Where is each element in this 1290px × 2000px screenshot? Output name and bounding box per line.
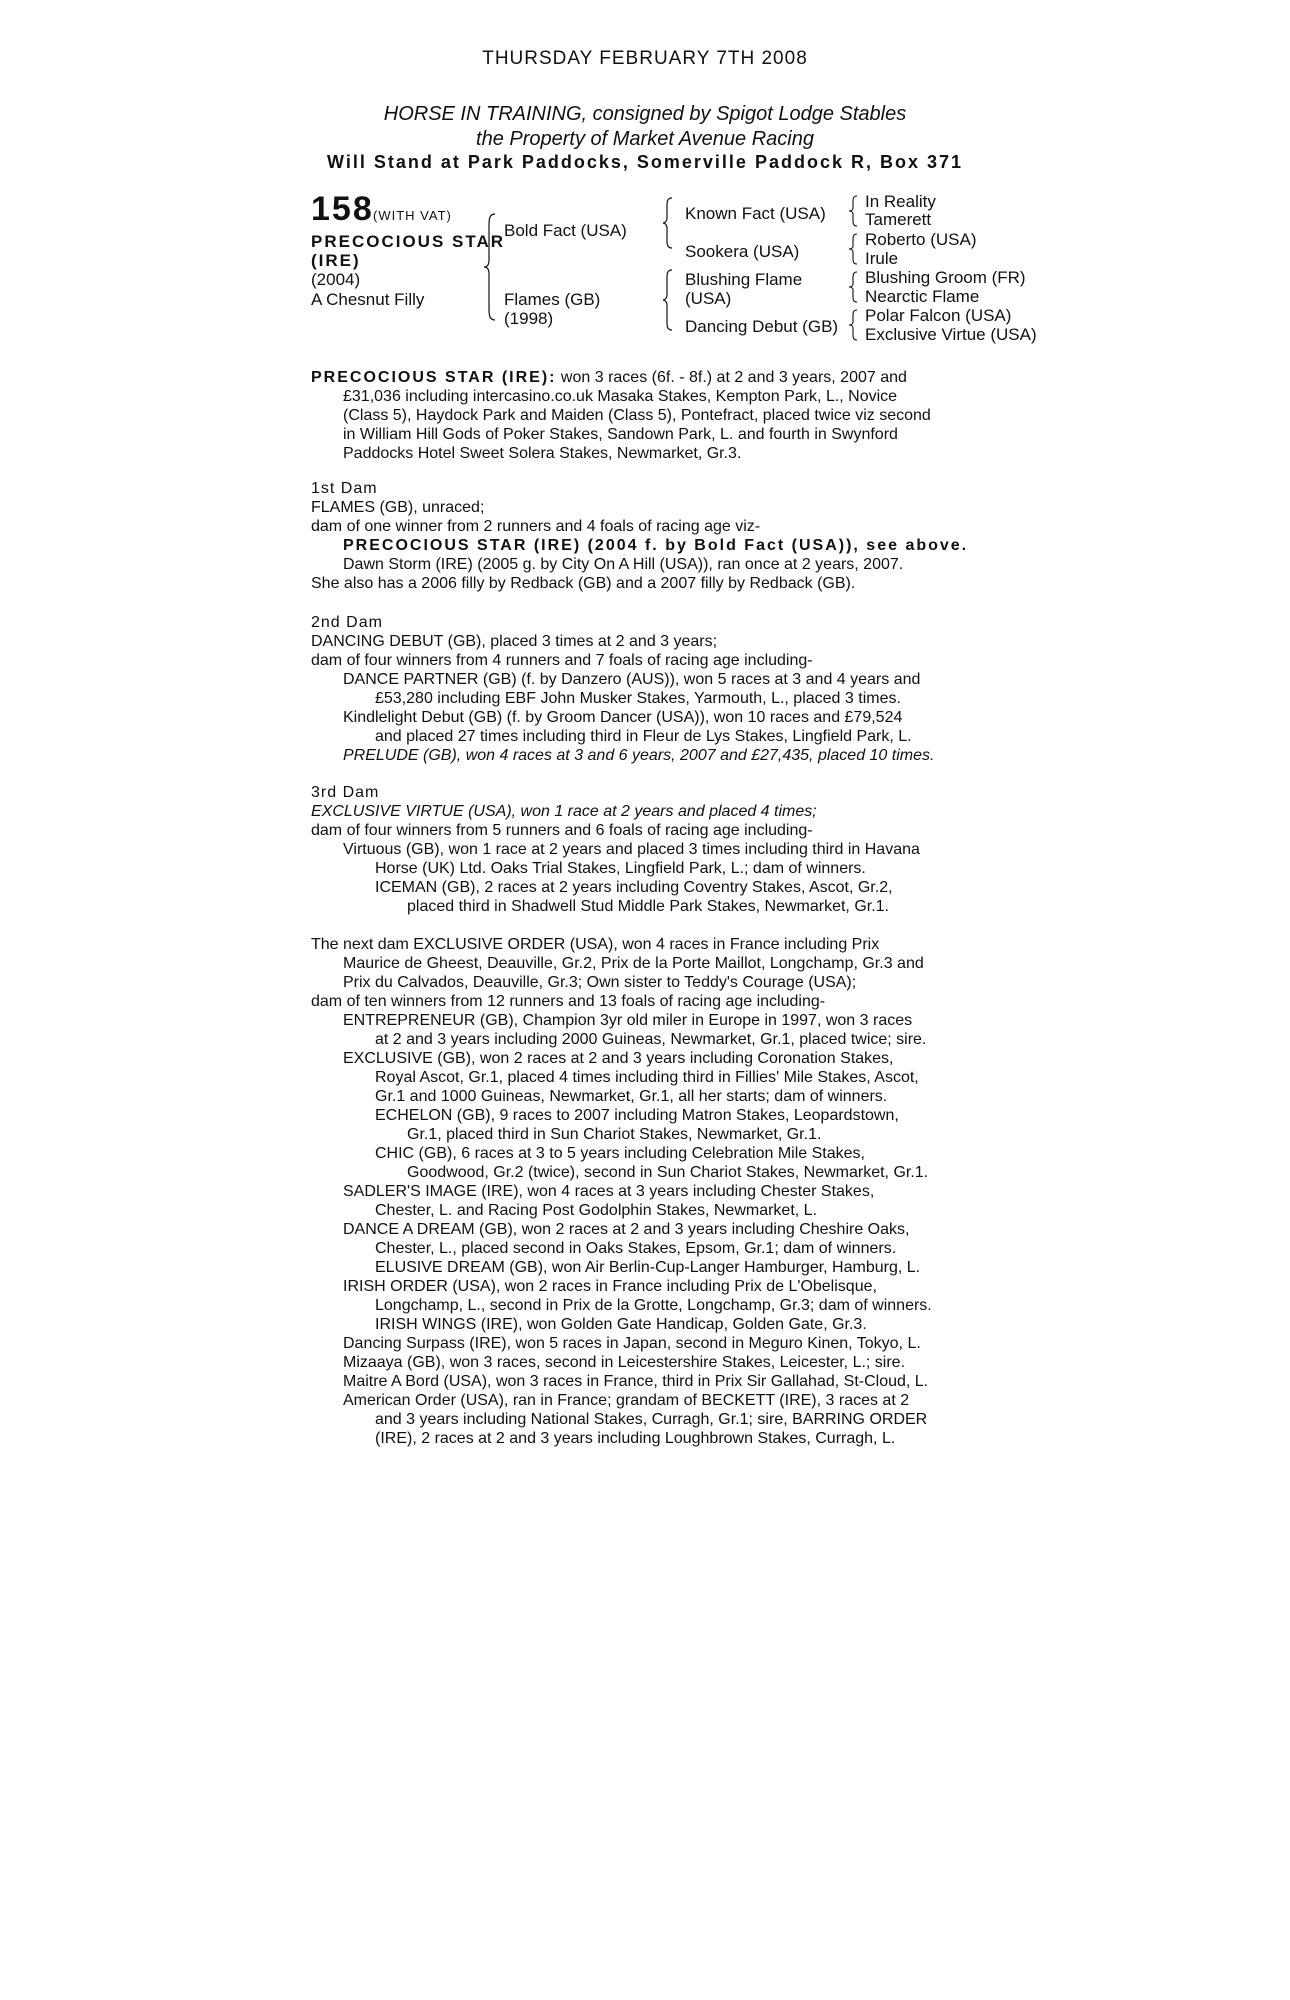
sire-dam: Sookera (USA) — [685, 242, 800, 261]
progeny-line: Gr.1 and 1000 Guineas, Newmarket, Gr.1, all her starts; dam of winners. — [375, 1088, 888, 1105]
progeny-line: DANCE A DREAM (GB), won 2 races at 2 and 3 years including Cheshire Oaks, — [343, 1221, 910, 1238]
sire-sire: Known Fact (USA) — [685, 204, 826, 223]
dam-line: dam of ten winners from 12 runners and 13 foals of racing age including- — [311, 993, 826, 1010]
brace-g4 — [848, 308, 858, 342]
race-record-line: Paddocks Hotel Sweet Solera Stakes, Newmarket, Gr.3. — [343, 445, 742, 462]
progeny-line: Dancing Surpass (IRE), won 5 races in Japan, second in Meguro Kinen, Tokyo, L. — [343, 1335, 921, 1352]
progeny-line: IRISH WINGS (IRE), won Golden Gate Handicap, Golden Gate, Gr.3. — [375, 1316, 867, 1333]
horse-description: A Chesnut Filly — [311, 290, 425, 309]
progeny-line: Dawn Storm (IRE) (2005 g. by City On A Hill (USA)), ran once at 2 years, 2007. — [343, 556, 904, 573]
property-line: the Property of Market Avenue Racing — [476, 128, 814, 150]
third-dam-section — [311, 783, 1001, 916]
sire: Bold Fact (USA) — [504, 221, 627, 240]
section-heading: 2nd Dam — [311, 614, 383, 631]
progeny-line: IRISH ORDER (USA), won 2 races in France including Prix de L'Obelisque, — [343, 1278, 877, 1295]
progeny-line: Mizaaya (GB), won 3 races, second in Leicestershire Stakes, Leicester, L.; sire. — [343, 1354, 906, 1371]
progeny-line: American Order (USA), ran in France; grandam of BECKETT (IRE), 3 races at 2 — [343, 1392, 910, 1409]
section-heading: 1st Dam — [311, 480, 378, 497]
progeny-line: Kindlelight Debut (GB) (f. by Groom Dancer (USA)), won 10 races and £79,524 — [343, 709, 903, 726]
pedigree-table — [311, 190, 1071, 360]
brace-dam — [662, 268, 674, 332]
section-heading: 3rd Dam — [311, 784, 380, 801]
race-record-line: won 3 races (6f. - 8f.) at 2 and 3 years, 2007 and — [556, 369, 907, 386]
dam-year: (1998) — [504, 309, 554, 328]
next-dam-section — [311, 935, 1001, 1448]
progeny-line: ICEMAN (GB), 2 races at 2 years including Coventry Stakes, Ascot, Gr.2, — [375, 879, 893, 896]
progeny-line: Virtuous (GB), won 1 race at 2 years and placed 3 times including third in Havana — [343, 841, 920, 858]
progeny-line: ENTREPRENEUR (GB), Champion 3yr old miler in Europe in 1997, won 3 races — [343, 1012, 913, 1029]
dam-dam: Dancing Debut (GB) — [685, 317, 839, 336]
grandsire-6: Nearctic Flame — [865, 287, 980, 306]
progeny-line: Royal Ascot, Gr.1, placed 4 times including third in Fillies' Mile Stakes, Ascot, — [375, 1069, 919, 1086]
dam-line: She also has a 2006 filly by Redback (GB) and a 2007 filly by Redback (GB). — [311, 575, 856, 592]
lot-number: 158 — [311, 190, 374, 228]
race-record — [311, 368, 1001, 463]
grandsire-8: Exclusive Virtue (USA) — [865, 325, 1037, 344]
horse-name: PRECOCIOUS STAR — [311, 232, 506, 251]
dam: Flames (GB) — [504, 290, 601, 309]
brace-main — [483, 212, 497, 322]
progeny-line: Gr.1, placed third in Sun Chariot Stakes, Newmarket, Gr.1. — [407, 1126, 822, 1143]
progeny-line: SADLER'S IMAGE (IRE), won 4 races at 3 years including Chester Stakes, — [343, 1183, 875, 1200]
dam-line: dam of one winner from 2 runners and 4 foals of racing age viz- — [311, 518, 761, 535]
foaling-year: (2004) — [311, 270, 361, 289]
progeny-line: placed third in Shadwell Stud Middle Park Stakes, Newmarket, Gr.1. — [407, 898, 889, 915]
dam-line: Prix du Calvados, Deauville, Gr.3; Own sister to Teddy's Courage (USA); — [343, 974, 857, 991]
grandsire-2: Tamerett — [865, 210, 932, 229]
progeny-line: Longchamp, L., second in Prix de la Grotte, Longchamp, Gr.3; dam of winners. — [375, 1297, 932, 1314]
progeny-line: PRECOCIOUS STAR (IRE) (2004 f. by Bold Fact (USA)), see above. — [343, 537, 969, 554]
first-dam-section — [311, 479, 1001, 593]
progeny-line: (IRE), 2 races at 2 and 3 years including Loughbrown Stakes, Curragh, L. — [375, 1430, 896, 1447]
progeny-line: EXCLUSIVE (GB), won 2 races at 2 and 3 years including Coronation Stakes, — [343, 1050, 894, 1067]
sale-date: THURSDAY FEBRUARY 7TH 2008 — [482, 48, 808, 69]
dam-line: EXCLUSIVE VIRTUE (USA), won 1 race at 2 years and placed 4 times; — [311, 803, 817, 820]
progeny-line: DANCE PARTNER (GB) (f. by Danzero (AUS)), won 5 races at 3 and 4 years and — [343, 671, 921, 688]
grandsire-3: Roberto (USA) — [865, 230, 977, 249]
progeny-line: Chester, L. and Racing Post Godolphin Stakes, Newmarket, L. — [375, 1202, 818, 1219]
brace-g1 — [848, 194, 858, 228]
brace-g2 — [848, 232, 858, 266]
progeny-line: Goodwood, Gr.2 (twice), second in Sun Chariot Stakes, Newmarket, Gr.1. — [407, 1164, 929, 1181]
dam-sire-origin: (USA) — [685, 289, 732, 308]
progeny-line: Maitre A Bord (USA), won 3 races in France, third in Prix Sir Gallahad, St-Cloud, L. — [343, 1373, 929, 1390]
race-record-line: in William Hill Gods of Poker Stakes, Sandown Park, L. and fourth in Swynford — [343, 426, 898, 443]
progeny-line: at 2 and 3 years including 2000 Guineas, Newmarket, Gr.1, placed twice; sire. — [375, 1031, 927, 1048]
dam-line: dam of four winners from 4 runners and 7 foals of racing age including- — [311, 652, 813, 669]
progeny-line: CHIC (GB), 6 races at 3 to 5 years including Celebration Mile Stakes, — [375, 1145, 865, 1162]
grandsire-7: Polar Falcon (USA) — [865, 306, 1012, 325]
dam-line: DANCING DEBUT (GB), placed 3 times at 2 and 3 years; — [311, 633, 718, 650]
grandsire-4: Irule — [865, 249, 899, 268]
race-record-line: £31,036 including intercasino.co.uk Masaka Stakes, Kempton Park, L., Novice — [343, 388, 898, 405]
dam-line: FLAMES (GB), unraced; — [311, 499, 485, 516]
progeny-line: and placed 27 times including third in Fleur de Lys Stakes, Lingfield Park, L. — [375, 728, 912, 745]
second-dam-section — [311, 613, 1001, 765]
race-record-line: (Class 5), Haydock Park and Maiden (Class 5), Pontefract, placed twice viz second — [343, 407, 931, 424]
grandsire-1: In Reality — [865, 192, 936, 211]
progeny-line: ELUSIVE DREAM (GB), won Air Berlin-Cup-Langer Hamburger, Hamburg, L. — [375, 1259, 921, 1276]
progeny-line: ECHELON (GB), 9 races to 2007 including Matron Stakes, Leopardstown, — [375, 1107, 899, 1124]
location-line: Will Stand at Park Paddocks, Somerville Paddock R, Box 371 — [326, 152, 964, 172]
progeny-line: Chester, L., placed second in Oaks Stakes, Epsom, Gr.1; dam of winners. — [375, 1240, 897, 1257]
vat-note: (WITH VAT) — [373, 208, 452, 223]
dam-line: dam of four winners from 5 runners and 6 foals of racing age including- — [311, 822, 813, 839]
progeny-line: Horse (UK) Ltd. Oaks Trial Stakes, Lingfield Park, L.; dam of winners. — [375, 860, 866, 877]
grandsire-5: Blushing Groom (FR) — [865, 268, 1026, 287]
horse-origin: (IRE) — [311, 251, 361, 270]
dam-sire: Blushing Flame — [685, 270, 803, 289]
dam-line: Maurice de Gheest, Deauville, Gr.2, Prix de la Porte Maillot, Longchamp, Gr.3 and — [343, 955, 924, 972]
race-record-name: PRECOCIOUS STAR (IRE): — [311, 369, 557, 386]
progeny-line: PRELUDE (GB), won 4 races at 3 and 6 years, 2007 and £27,435, placed 10 times. — [343, 747, 935, 764]
dam-line: The next dam EXCLUSIVE ORDER (USA), won 4 races in France including Prix — [311, 936, 880, 953]
consignor-line: HORSE IN TRAINING, consigned by Spigot Lodge Stables — [383, 103, 907, 125]
brace-sire — [662, 196, 674, 250]
brace-g3 — [848, 270, 858, 304]
progeny-line: and 3 years including National Stakes, Curragh, Gr.1; sire, BARRING ORDER — [375, 1411, 928, 1428]
progeny-line: £53,280 including EBF John Musker Stakes, Yarmouth, L., placed 3 times. — [375, 690, 901, 707]
